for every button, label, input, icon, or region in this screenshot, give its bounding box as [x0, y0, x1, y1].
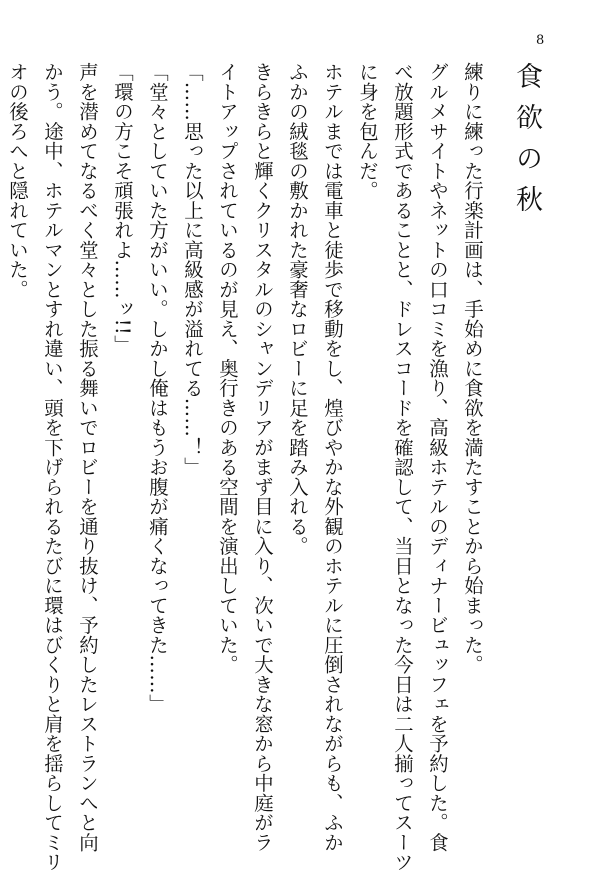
text-line: かう。途中、ホテルマンとすれ違い、頭を下げられるたびに環はびくりと肩を揺らしてミリ [41, 62, 64, 872]
text-line: ホテルまでは電車と徒歩で移動をし、煌びやかな外観のホテルに圧倒されながらも、ふか [321, 62, 344, 852]
text-line: べ放題形式であることと、ドレスコードを確認して、当日となった今日は二人揃ってスーツ [391, 62, 414, 872]
text-line: イトアップされているのが見え、奥行きのある空間を演出していた。 [216, 62, 239, 675]
dialogue-line: 「堂々としていた方がいい。しかし俺はもうお腹が痛くなってきた……」 [146, 62, 169, 714]
text-line: ふかの絨毯の敷かれた豪奢なロビーに足を踏み入れる。 [286, 62, 309, 556]
body-text [6, 62, 490, 872]
text-line: 声を潜めてなるべく堂々とした振る舞いでロビーを通り抜け、予約したレストランへと向 [76, 62, 99, 852]
text-line: グルメサイトやネットの口コミを漁り、高級ホテルのディナービュッフェを予約した。食 [426, 62, 449, 852]
text-line: オの後ろへと隠れていた。 [6, 62, 29, 299]
dialogue-line: 「環の方こそ頑張れよ……ッ!!」 [111, 62, 134, 355]
text-line: きらきらと輝くクリスタルのシャンデリアがまず目に入り、次いで大きな窓から中庭がラ [251, 62, 274, 852]
chapter-title: 食欲の秋 [511, 62, 542, 226]
page-number: 8 [536, 33, 545, 48]
dialogue-line: 「……思った以上に高級感が溢れてる……！」 [181, 62, 204, 477]
text-line: 練りに練った行楽計画は、手始めに食欲を満たすことから始まった。 [461, 62, 484, 675]
text-line: に身を包んだ。 [356, 62, 379, 201]
